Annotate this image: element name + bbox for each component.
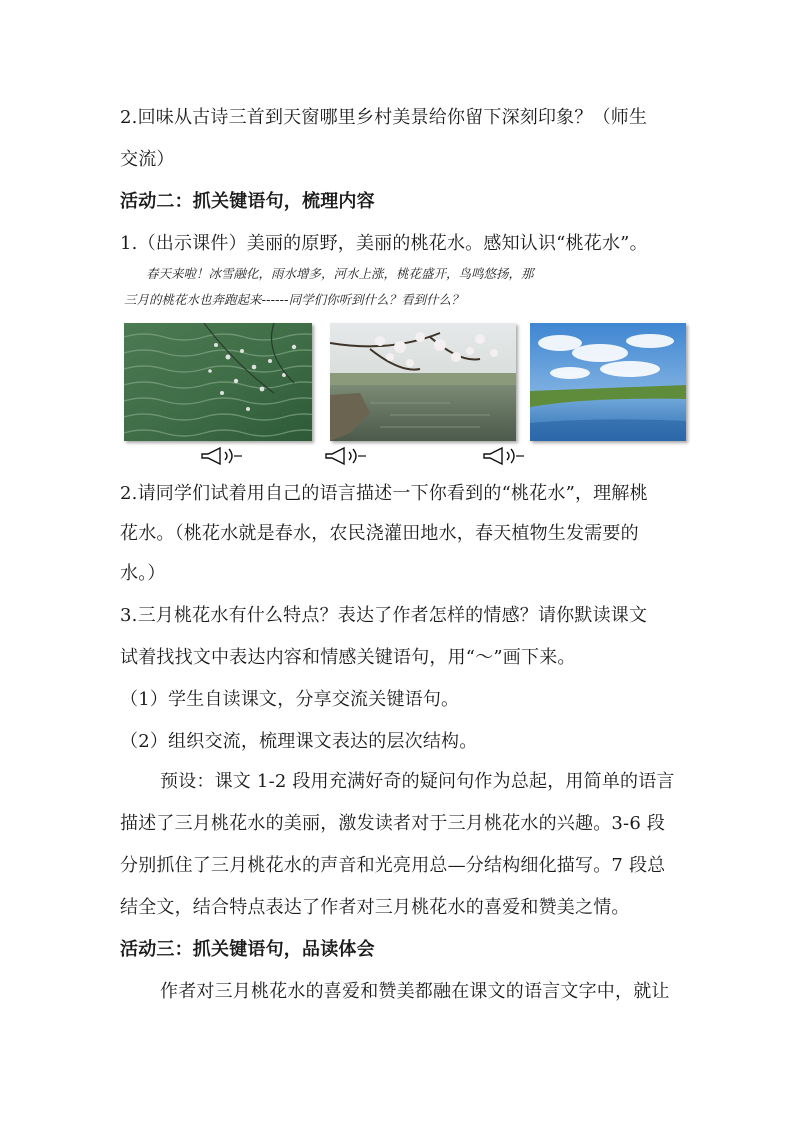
text-line: 水。） <box>120 563 166 584</box>
text-line: 2.回味从古诗三首到天窗哪里乡村美景给你留下深刻印象？（师生 <box>120 107 648 128</box>
slide-caption: 三月的桃花水也奔跑起来------同学们你听到什么？看到什么？ <box>124 292 464 307</box>
section-heading: 活动三：抓关键语句，品读体会 <box>120 939 375 960</box>
text-line: 花水。（桃花水就是春水，农民浇灌田地水，春天植物生发需要的 <box>120 523 639 544</box>
text-line: 结全文，结合特点表达了作者对三月桃花水的喜爱和赞美之情。 <box>120 897 630 918</box>
text-line: （2）组织交流，梳理课文表达的层次结构。 <box>120 731 478 752</box>
text-line: 1.（出示课件）美丽的原野，美丽的桃花水。感知认识“桃花水”。 <box>120 233 648 254</box>
speaker-icon[interactable] <box>480 446 528 466</box>
text-line: 交流） <box>120 149 175 170</box>
section-heading: 活动二：抓关键语句，梳理内容 <box>120 191 375 212</box>
text-line: 试着找找文中表达内容和情感关键语句，用“～”画下来。 <box>120 647 576 668</box>
text-line: 3.三月桃花水有什么特点？表达了作者怎样的情感？请你默读课文 <box>120 605 648 626</box>
river-with-blossom-tree-photo <box>330 323 516 441</box>
text-line: 分别抓住了三月桃花水的声音和光亮用总—分结构细化描写。7 段总 <box>120 855 666 876</box>
slide-caption: 春天来啦！冰雪融化，雨水增多，河水上涨，桃花盛开，鸟鸣悠扬，那 <box>146 266 534 281</box>
text-line: 描述了三月桃花水的美丽，激发读者对于三月桃花水的兴趣。3-6 段 <box>120 813 666 834</box>
text-line: 作者对三月桃花水的喜爱和赞美都融在课文的语言文字中，就让 <box>160 981 670 1002</box>
river-blue-sky-photo <box>530 323 686 441</box>
speaker-icon[interactable] <box>198 446 246 466</box>
text-line: 预设：课文 1-2 段用充满好奇的疑问句作为总起，用简单的语言 <box>160 771 675 792</box>
speaker-icon[interactable] <box>322 446 370 466</box>
text-line: 2.请同学们试着用自己的语言描述一下你看到的“桃花水”，理解桃 <box>120 483 648 504</box>
text-line: （1）学生自读课文，分享交流关键语句。 <box>120 689 460 710</box>
water-with-blossoms-photo <box>124 323 312 441</box>
